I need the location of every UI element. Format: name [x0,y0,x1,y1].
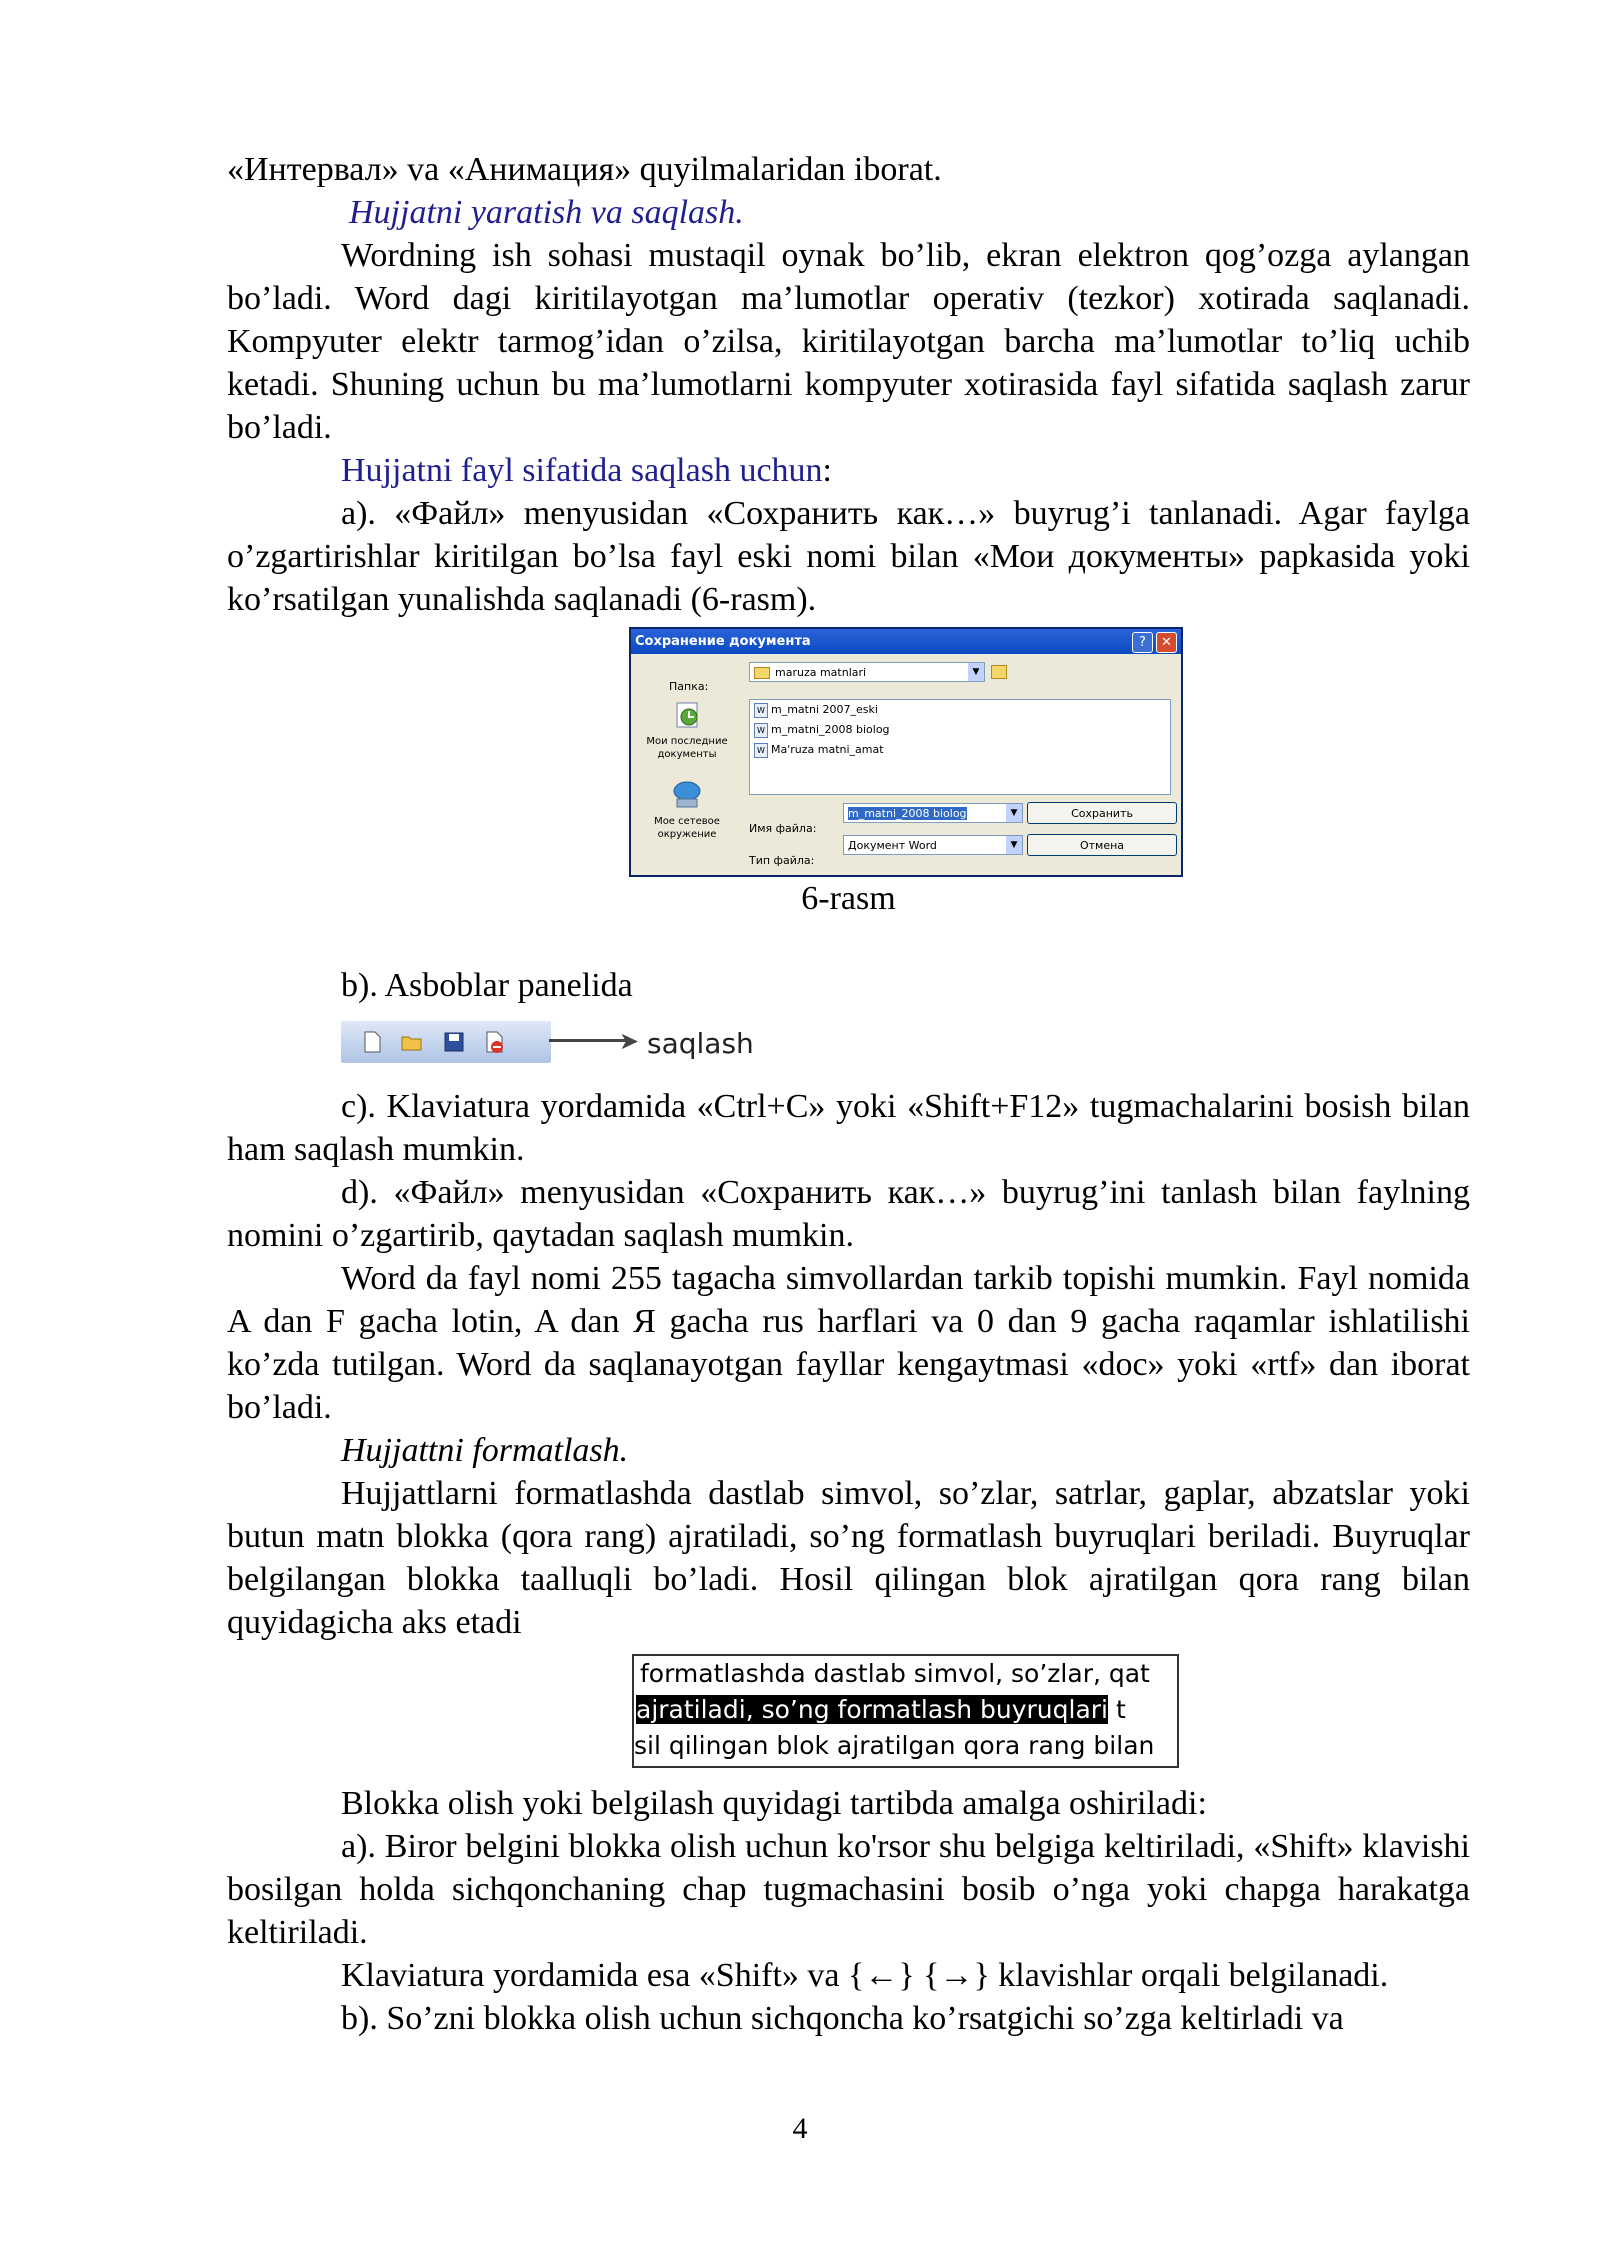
place-recent-label: Мои последние документы [646,736,728,760]
place-network-label: Мое сетевое окружение [654,816,720,840]
paragraph-rename-save: d). «Файл» menyusidan «Сохранить как…» buyrug’ini tanlash bilan faylning nomini o’zgartirib, qaytadan saqlash mumkin. [227,1174,1470,1254]
selection-line-2-tail: t [1115,1695,1126,1724]
save-icon[interactable] [441,1029,467,1055]
chevron-down-icon: ▼ [1006,804,1022,822]
paragraph-blocking-keyboard: Klaviatura yordamida esa «Shift» va {←} {→} klavishlar orqali belgilanadi. [341,1957,1389,1994]
cancel-button[interactable]: Отмена [1027,834,1177,856]
file-item[interactable] [750,700,1170,720]
save-annotation: saqlash [647,1027,754,1060]
page-number: 4 [792,2112,808,2145]
toolbar-figure [227,1007,1470,1067]
heading-formatting: Hujjattni formatlash. [341,1432,629,1469]
paragraph-keyboard-save: c). Klaviatura yordamida «Ctrl+C» yoki «Shift+F12» tugmachalarini bosish bilan ham saqlash mumkin. [227,1088,1470,1168]
places-bar [633,697,741,867]
filetype-label: Тип файла: [749,854,815,867]
paragraph-word-workspace: Wordning ish sohasi mustaqil oynak bo’lib, ekran elektron qog’ozga aylangan bo’ladi. Word dagi kiritilayotgan ma’lumotlar operativ (tezkor) xotirada saqlanadi. Kompyuter elektr tarmog’idan o’zilsa, kiritilayotgan barcha ma’lumotlar to’liq uchib ketadi. Shuning uchun bu ma’lumotlarni kompyuter xotirasida fayl sifatida saqlash zarur bo’ladi. [227,237,1470,446]
arrowhead-icon: ➤ [619,1027,640,1055]
intro-paragraph: «Интервал» va «Анимация» quyilmalaridan iborat. [227,151,942,188]
folder-icon [754,667,770,679]
folder-value: maruza matnlari [775,666,867,679]
recent-documents-icon [669,699,705,731]
help-button[interactable]: ? [1132,632,1153,653]
paragraph-formatting: Hujjattlarni formatlashda dastlab simvol, so’zlar, satrlar, gaplar, abzatslar yoki butun matn blokka (qora rang) ajratiladi, so’ng formatlash buyruqlari beriladi. Buyruqlar belgilangan blokka taalluqli bo’ladi. Hosil qilingan blok ajratilgan qora rang bilan quyidagicha aks etadi [227,1475,1470,1641]
selection-line-3: sil qilingan blok ajratilgan qora rang bilan [634,1731,1155,1760]
paragraph-save-as-menu: a). «Файл» menyusidan «Сохранить как…» buyrug’i tanlanadi. Agar faylga o’zgartirishlar kiritilgan bo’lsa fayl eski nomi bilan «Мои документы» papkasida yoki ko’rsatilgan yunalishda saqlanadi (6-rasm). [227,495,1470,618]
close-button[interactable]: ✕ [1156,632,1177,653]
subheading-text: Hujjatni fayl sifatida saqlash uchun [341,452,823,489]
selection-line-1: formatlashda dastlab simvol, so’zlar, qat [640,1659,1150,1688]
figure-caption: 6-rasm [801,880,896,917]
paragraph-blocking-intro: Blokka olish yoki belgilash quyidagi tartibda amalga oshiriladi: [341,1785,1207,1822]
folder-label: Папка: [669,680,709,693]
paragraph-blocking-b: b). So’zni blokka olish uchun sichqoncha ko’rsatgichi so’zga keltirladi va [341,2000,1344,2037]
file-list [749,699,1171,795]
place-recent-documents[interactable] [633,699,741,761]
toolbar-intro: b). Asboblar panelida [341,967,633,1004]
chevron-down-icon: ▼ [1006,836,1022,854]
word-file-icon: W [754,743,768,758]
filetype-select[interactable] [843,835,1023,855]
save-button[interactable]: Сохранить [1027,802,1177,824]
save-dialog-figure [629,627,1183,877]
open-folder-icon[interactable] [399,1029,425,1055]
permission-icon[interactable] [481,1029,507,1055]
file-name: m_matni_2008 biolog [771,723,890,736]
network-icon [669,779,705,811]
filename-label: Имя файла: [749,822,817,835]
page-content [227,148,1470,2040]
word-file-icon: W [754,703,768,718]
heading-create-save: Hujjatni yaratish va saqlash. [349,194,744,231]
paragraph-blocking-a: a). Biror belgini blokka olish uchun ko'rsor shu belgiga keltiriladi, «Shift» klavishi bosilgan holda sichqonchaning chap tugmachasini bosib o’nga yoki chapga harakatga keltiriladi. [227,1828,1470,1951]
file-name: Ma'ruza matni_amat [771,743,884,756]
selection-line-2 [636,1692,1126,1728]
up-folder-icon[interactable] [991,665,1007,679]
folder-select[interactable] [749,662,985,682]
subheading-save-as-file [227,449,1470,492]
dialog-title: Сохранение документа [631,629,1181,654]
chevron-down-icon: ▼ [968,663,984,681]
selection-example-figure [632,1654,1179,1768]
filename-input[interactable] [843,803,1023,823]
pointer-arrow [549,1039,629,1042]
word-file-icon: W [754,723,768,738]
file-item[interactable] [750,720,1170,740]
selected-text: ajratiladi, so’ng formatlash buyruqlari [636,1695,1108,1724]
standard-toolbar [341,1021,551,1063]
paragraph-filename-rules: Word da fayl nomi 255 tagacha simvollardan tarkib topishi mumkin. Fayl nomida A dan F gacha lotin, A dan Я gacha rus harflari va 0 dan 9 gacha raqamlar ishlatilishi ko’zda tutilgan. Word da saqlanayotgan fayllar kengaytmasi «doc» yoki «rtf» dan iborat bo’ladi. [227,1260,1470,1426]
file-item[interactable] [750,740,1170,760]
subheading-colon: : [822,452,832,489]
place-network[interactable] [633,779,741,841]
filename-value: m_matni_2008 biolog [848,807,967,820]
filetype-value: Документ Word [848,839,937,852]
new-document-icon[interactable] [359,1029,385,1055]
file-name: m_matni 2007_eski [771,703,878,716]
